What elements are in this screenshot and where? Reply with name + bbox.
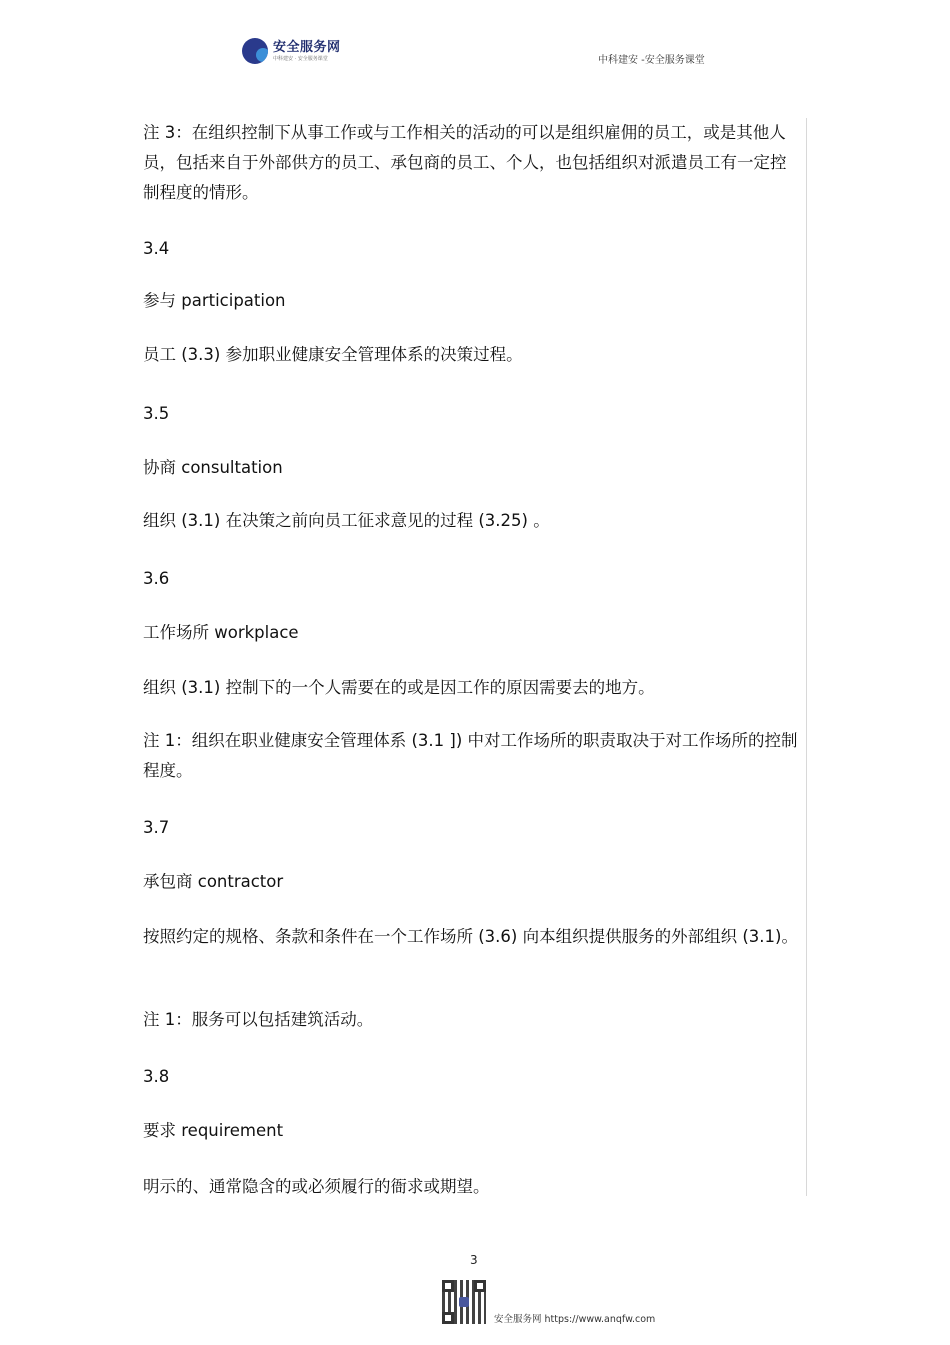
definition-paragraph: 员工 (3.3) 参加职业健康安全管理体系的决策过程。 <box>143 345 523 364</box>
margin-divider <box>806 118 807 1196</box>
section-number: 3.5 <box>143 404 170 423</box>
term-heading: 参与 participation <box>143 291 286 310</box>
header-site-title: 中科建安 -安全服务课堂 <box>598 55 705 66</box>
section-number: 3.7 <box>143 818 170 837</box>
note-paragraph: 注 1：服务可以包括建筑活动。 <box>143 1010 374 1029</box>
term-heading: 要求 requirement <box>143 1121 284 1140</box>
note-paragraph: 注 3：在组织控制下从事工作或与工作相关的活动的可以是组织雇佣的员工，或是其他人员，包括来自于外部供方的员工、承包商的员工、个人，也包括组织对派遣员工有一定控制程度的情形。 <box>143 123 787 202</box>
site-logo[interactable] <box>242 38 341 64</box>
footer-site-link[interactable]: 安全服务网 https://www.anqfw.com <box>494 1314 656 1325</box>
section-number: 3.6 <box>143 569 170 588</box>
logo-subtitle: 中科建安 · 安全服务课堂 <box>273 55 328 62</box>
definition-paragraph: 组织 (3.1) 在决策之前向员工征求意见的过程 (3.25) 。 <box>143 511 550 530</box>
logo-icon <box>242 38 268 64</box>
term-heading: 工作场所 workplace <box>143 623 299 642</box>
logo-name: 安全服务网 <box>273 39 341 55</box>
definition-paragraph: 组织 (3.1) 控制下的一个人需要在的或是因工作的原因需要去的地方。 <box>143 678 655 697</box>
note-paragraph: 注 1：组织在职业健康安全管理体系 (3.1 ]) 中对工作场所的职责取决于对工作场所的控制程度。 <box>143 731 798 780</box>
page-header <box>0 0 950 90</box>
definition-paragraph: 按照约定的规格、条款和条件在一个工作场所 (3.6) 向本组织提供服务的外部组织 (3.1)。 <box>143 927 798 946</box>
section-number: 3.4 <box>143 239 170 258</box>
section-number: 3.8 <box>143 1067 170 1086</box>
page-number: 3 <box>470 1253 478 1267</box>
logo-text <box>273 40 341 63</box>
term-heading: 承包商 contractor <box>143 872 284 891</box>
definition-paragraph: 明示的、通常隐含的或必须履行的衙求或期望。 <box>143 1177 490 1196</box>
qr-code-icon <box>442 1280 486 1324</box>
term-heading: 协商 consultation <box>143 458 283 477</box>
